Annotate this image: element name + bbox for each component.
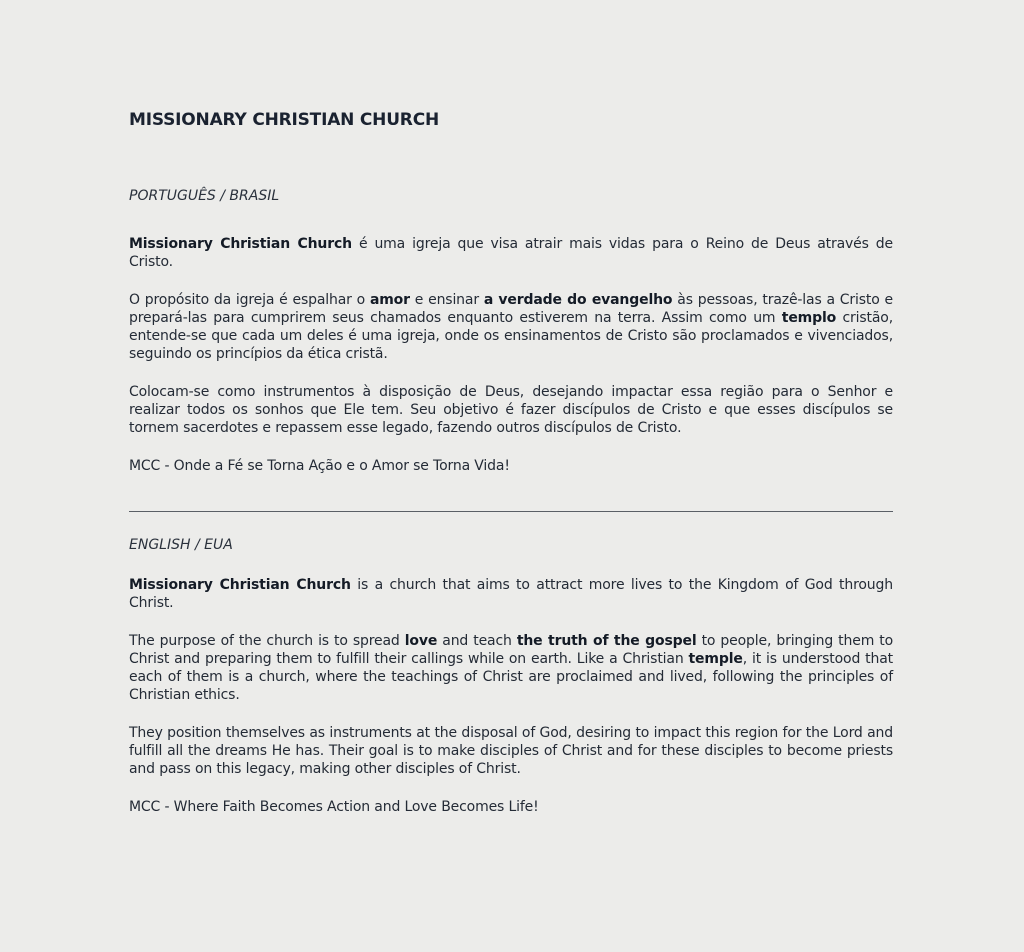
paragraph-text: às pessoas, trazê-las a Cristo e prepará-las para cumprirem seus chamados enquanto estiverem na terra. Assim como um <box>129 292 893 326</box>
slogan-en: MCC - Where Faith Becomes Action and Love Becomes Life! <box>129 799 539 815</box>
slogan-pt: MCC - Onde a Fé se Torna Ação e o Amor se Torna Vida! <box>129 458 510 474</box>
paragraph-text: e ensinar <box>409 292 484 308</box>
paragraph-purpose-pt <box>129 291 893 363</box>
paragraph-text: é uma igreja que visa atrair mais vidas para o Reino de Deus através de Cristo. <box>129 236 893 270</box>
emphasis-love: love <box>404 633 438 649</box>
section-portuguese <box>129 235 893 475</box>
language-label-english: ENGLISH / EUA <box>129 537 233 553</box>
paragraph-text: to people, bringing them to Christ and preparing them to fulfill their callings while on earth. Like a Christian <box>129 633 894 667</box>
emphasis-templo: templo <box>781 310 837 326</box>
paragraph-text: , it is understood that each of them is a church, where the teachings of Christ are proclaimed and lived, following the principles of Christian ethics. <box>129 651 893 703</box>
paragraph-mission-pt: Colocam-se como instrumentos à disposição de Deus, desejando impactar essa região para o Senhor e realizar todos os sonhos que Ele tem. Seu objetivo é fazer discípulos de Cristo e que esses discípulos se tornem sacerdotes e repassem esse legado, fazendo outros discípulos de Cristo. <box>129 384 893 436</box>
emphasis-truth-gospel: the truth of the gospel <box>516 633 697 649</box>
paragraph-text: cristão, entende-se que cada um deles é uma igreja, onde os ensinamentos de Cristo são proclamados e vivenciados, seguindo os princípios da ética cristã. <box>129 310 893 362</box>
paragraph-mission-en: They position themselves as instruments at the disposal of God, desiring to impact this region for the Lord and fulfill all the dreams He has. Their goal is to make disciples of Christ and for these disciples to become priests and pass on this legacy, making other disciples of Christ. <box>129 725 893 777</box>
section-divider <box>129 511 893 512</box>
emphasis-amor: amor <box>369 292 410 308</box>
church-name-bold: Missionary Christian Church <box>129 236 352 252</box>
paragraph-text: is a church that aims to attract more lives to the Kingdom of God through Christ. <box>129 577 893 611</box>
section-english <box>129 576 893 816</box>
language-label-portuguese: PORTUGUÊS / BRASIL <box>129 188 280 204</box>
paragraph-text: The purpose of the church is to spread <box>129 633 405 649</box>
emphasis-temple: temple <box>688 651 743 667</box>
paragraph-purpose-en <box>129 632 893 704</box>
paragraph-intro-pt <box>129 235 893 271</box>
paragraph-intro-en <box>129 576 893 612</box>
paragraph-text: and teach <box>437 633 517 649</box>
emphasis-verdade-evangelho: a verdade do evangelho <box>483 292 673 308</box>
paragraph-text: O propósito da igreja é espalhar o <box>129 292 370 308</box>
document-title: MISSIONARY CHRISTIAN CHURCH <box>129 110 440 130</box>
church-name-bold: Missionary Christian Church <box>129 577 351 593</box>
